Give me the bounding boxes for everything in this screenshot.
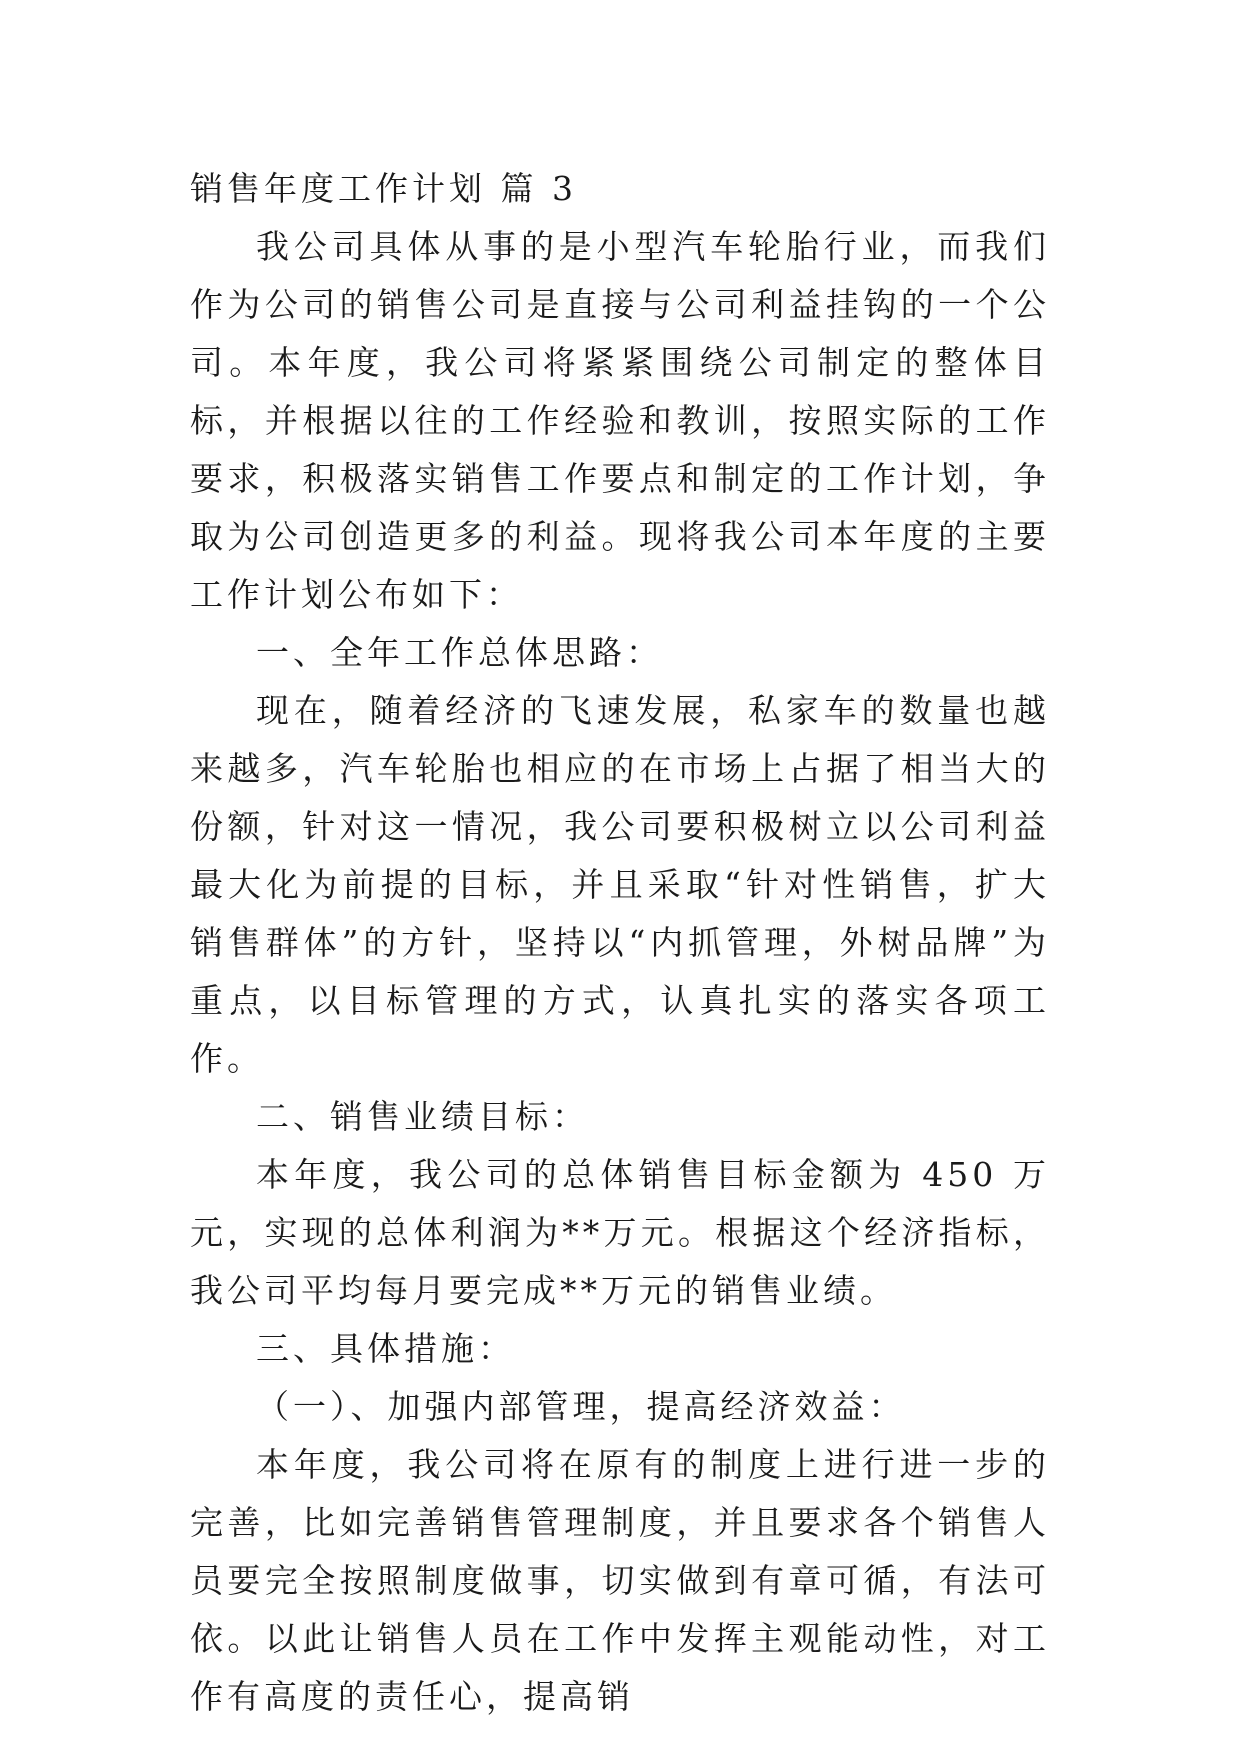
section-heading-1: 一、全年工作总体思路： <box>256 633 663 672</box>
subsection-1-paragraph: 本年度，我公司将在原有的制度上进行进一步的完善，比如完善销售管理制度，并且要求各个销售人员要完全按照制度做事，切实做到有章可循，有法可依。以此让销售人员在工作中发挥主观能动性，对工作有高度的责任心，提高销 <box>190 1445 1050 1716</box>
document-title: 销售年度工作计划 篇 3 <box>190 169 577 208</box>
section-heading-2: 二、销售业绩目标： <box>256 1097 589 1136</box>
subsection-heading-1: （一）、加强内部管理，提高经济效益： <box>256 1387 906 1426</box>
document-page <box>190 160 1050 1726</box>
section-1-paragraph: 现在，随着经济的飞速发展，私家车的数量也越来越多，汽车轮胎也相应的在市场上占据了相当大的份额，针对这一情况，我公司要积极树立以公司利益最大化为前提的目标，并且采取“针对性销售，扩大销售群体”的方针，坚持以“内抓管理，外树品牌”为重点，以目标管理的方式，认真扎实的落实各项工作。 <box>190 691 1050 1078</box>
section-heading-3: 三、具体措施： <box>256 1329 515 1368</box>
intro-paragraph: 我公司具体从事的是小型汽车轮胎行业，而我们作为公司的销售公司是直接与公司利益挂钩的一个公司。本年度，我公司将紧紧围绕公司制定的整体目标，并根据以往的工作经验和教训，按照实际的工作要求，积极落实销售工作要点和制定的工作计划，争取为公司创造更多的利益。现将我公司本年度的主要工作计划公布如下： <box>190 227 1050 614</box>
section-2-paragraph: 本年度，我公司的总体销售目标金额为 450 万元，实现的总体利润为**万元。根据这个经济指标，我公司平均每月要完成**万元的销售业绩。 <box>190 1155 1050 1310</box>
